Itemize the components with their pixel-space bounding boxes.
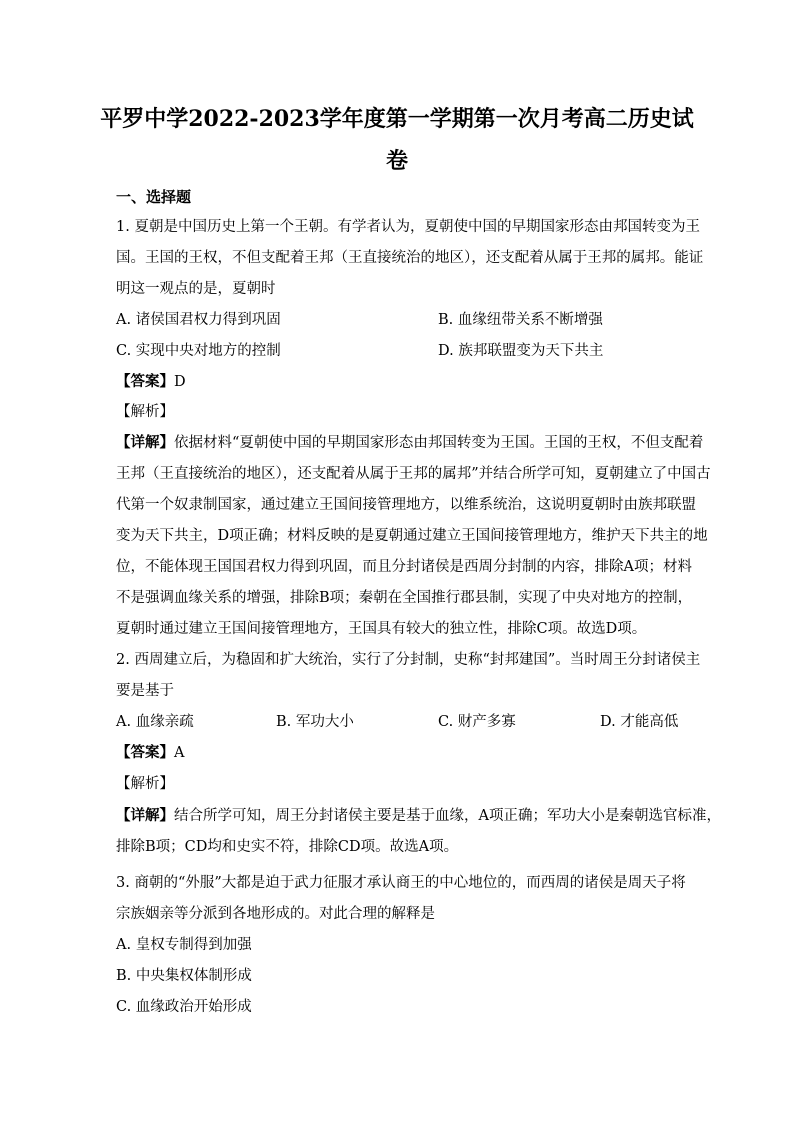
detail-tag: 【详解】 [116,807,174,824]
q2-option-a: A. 血缘亲疏 [116,714,194,730]
answer-tag: 【答案】 [116,744,174,761]
q2-option-b: B. 军功大小 [276,714,354,730]
q2-detail-line-1 [116,801,721,831]
q1-analysis-tag: 【解析】 [116,404,174,420]
detail-text: 结合所学可知，周王分封诸侯主要是基于血缘，A项正确；军功大小是秦朝选官标准， [174,808,721,824]
q2-option-c: C. 财产多寡 [438,714,516,730]
section-heading: 一、选择题 [116,188,192,206]
q2-analysis-tag: 【解析】 [116,776,174,792]
q1-detail-line-7: 夏朝时通过建立王国间接管理地方，王国具有较大的独立性，排除C项。故选D项。 [116,621,647,637]
q1-answer [116,367,682,397]
document-title-line-2: 卷 [385,148,408,174]
q1-stem-line-3: 明这一观点的是，夏朝时 [116,281,276,297]
answer-tag: 【答案】 [116,373,174,390]
q1-stem-line-1: 1. 夏朝是中国历史上第一个王朝。有学者认为，夏朝使中国的早期国家形态由邦国转变为王 [116,219,700,235]
q1-option-c: C. 实现中央对地方的控制 [116,343,281,359]
q1-detail-line-6: 不是强调血缘关系的增强，排除B项；秦朝在全国推行郡县制，实现了中央对地方的控制， [116,590,693,606]
answer-value: A [174,745,185,761]
q3-option-a: A. 皇权专制得到加强 [116,937,252,953]
q1-detail-line-5: 位，不能体现王国国君权力得到巩固，而且分封诸侯是西周分封制的内容，排除A项；材料 [116,559,692,575]
document-title-line-1: 平罗中学2022-2023学年度第一学期第一次月考高二历史试 [100,106,694,132]
q1-stem-line-2: 国。王国的王权，不但支配着王邦（王直接统治的地区），还支配着从属于王邦的属邦。能证 [116,250,704,266]
q2-stem-line-1: 2. 西周建立后，为稳固和扩大统治，实行了分封制，史称“封邦建国”。当时周王分封诸侯主 [116,652,701,668]
q1-detail-line-3: 代第一个奴隶制国家，通过建立王国间接管理地方，以维系统治，这说明夏朝时由族邦联盟 [116,497,696,513]
q3-stem-line-1: 3. 商朝的“外服”大都是迫于武力征服才承认商王的中心地位的，而西周的诸侯是周天子将 [116,875,686,891]
q3-option-b: B. 中央集权体制形成 [116,968,252,984]
q1-detail-line-1 [116,428,704,458]
q2-option-d: D. 才能高低 [600,714,679,730]
q2-stem-line-2: 要是基于 [116,683,174,699]
q1-option-b: B. 血缘纽带关系不断增强 [438,312,603,328]
q3-stem-line-2: 宗族姻亲等分派到各地形成的。对此合理的解释是 [116,906,435,922]
q1-detail-line-2: 王邦（王直接统治的地区），还支配着从属于王邦的属邦”并结合所学可知，夏朝建立了中国古 [116,466,711,482]
detail-text: 依据材料“夏朝使中国的早期国家形态由邦国转变为王国。王国的王权，不但支配着 [174,435,704,451]
q2-answer [116,738,682,768]
detail-tag: 【详解】 [116,434,174,451]
q3-option-c: C. 血缘政治开始形成 [116,999,252,1015]
q1-option-d: D. 族邦联盟变为天下共主 [438,343,604,359]
answer-value: D [174,374,186,390]
q1-option-a: A. 诸侯国君权力得到巩固 [116,312,281,328]
q2-detail-line-2: 排除B项；CD均和史实不符，排除CD项。故选A项。 [116,839,459,855]
q1-detail-line-4: 变为天下共主，D项正确；材料反映的是夏朝通过建立王国间接管理地方，维护天下共主的地 [116,528,708,544]
